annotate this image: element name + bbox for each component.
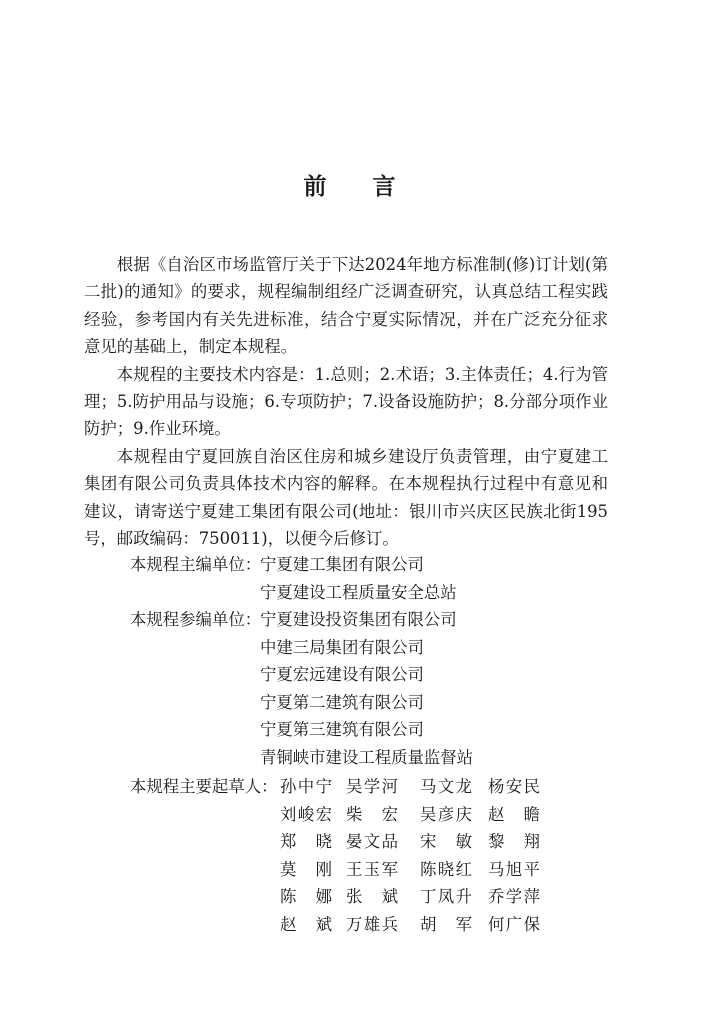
drafter-name: 陈晓红: [420, 859, 472, 879]
drafter-name: 刘峻宏: [280, 804, 332, 824]
drafter-name: 马旭平: [488, 859, 540, 879]
drafters-section: [84, 773, 548, 939]
label-spacer: [84, 689, 260, 717]
participating-units-label: 本规程参编单位：: [130, 610, 262, 629]
title-char-2: 言: [372, 173, 398, 200]
paragraph-management: 本规程由宁夏回族自治区住房和城乡建设厅负责管理，由宁夏建工集团有限公司负责具体技术内容的解释。在本规程执行过程中有意见和建议，请寄送宁夏建工集团有限公司(地址：银川市兴庆区民族北街195号，邮政编码：750011)，以便今后修订。: [84, 446, 608, 549]
participating-unit-row: [84, 689, 473, 717]
chief-unit-item: 宁夏建设工程质量安全总站: [260, 582, 457, 602]
participating-unit-item: 宁夏第三建筑有限公司: [260, 720, 424, 739]
drafter-name: 吴彦庆: [420, 804, 472, 824]
drafter-name: 黎 翔: [488, 832, 540, 852]
drafter-names: [280, 883, 548, 911]
participating-unit-item: 宁夏宏远建设有限公司: [260, 665, 424, 684]
chief-unit-row: [84, 551, 473, 579]
participating-unit-item: 青铜峡市建设工程质量监督站: [260, 747, 474, 767]
drafter-name: 赵 瞻: [488, 804, 540, 824]
drafter-name: 万雄兵: [346, 914, 398, 934]
page-title: [0, 168, 701, 201]
drafter-name: 陈 娜: [280, 887, 332, 907]
participating-unit-item: 宁夏建设投资集团有限公司: [260, 610, 457, 629]
drafter-names: [280, 828, 548, 856]
participating-unit-row: [84, 716, 473, 744]
drafter-name: 郑 晓: [280, 832, 332, 852]
drafter-name: 王玉军: [346, 859, 398, 879]
label-spacer: [84, 828, 280, 856]
drafter-name: 胡 军: [420, 914, 472, 934]
drafter-names: [280, 773, 548, 801]
participating-unit-row: [84, 606, 473, 634]
participating-unit-item: 中建三局集团有限公司: [260, 637, 424, 657]
chief-units-label: 本规程主编单位：: [130, 555, 262, 574]
drafter-row: [84, 801, 548, 829]
participating-unit-row: [84, 744, 473, 772]
label-spacer: [84, 883, 280, 911]
participating-unit-row: [84, 634, 473, 662]
drafter-name: 何广保: [488, 914, 540, 934]
chief-unit-item: 宁夏建工集团有限公司: [260, 555, 424, 574]
drafter-row: [84, 856, 548, 884]
label-spacer: [84, 661, 260, 689]
drafter-name: 杨安民: [488, 777, 540, 796]
label-spacer: [84, 744, 260, 772]
label-spacer: [84, 801, 280, 829]
drafter-name: 宋 敏: [420, 832, 472, 852]
chief-unit-row: [84, 579, 473, 607]
drafter-name: 马文龙: [420, 777, 472, 796]
drafter-row: [84, 828, 548, 856]
paragraph-basis: 根据《自治区市场监管厅关于下达2024年地方标准制(修)订计划(第二批)的通知》的要求，规程编制组经广泛调查研究，认真总结工程实践经验，参考国内有关先进标准，结合宁夏实际情况，并在广泛充分征求意见的基础上，制定本规程。: [84, 255, 608, 357]
participating-unit-row: [84, 661, 473, 689]
drafter-names: [280, 856, 548, 884]
drafter-names: [280, 911, 548, 939]
drafter-name: 孙中宁: [280, 777, 332, 796]
drafter-name: 张 斌: [346, 887, 398, 907]
drafter-name: 柴 宏: [346, 804, 398, 824]
drafter-row: [84, 883, 548, 911]
drafter-name: 晏文品: [346, 832, 398, 852]
drafters-label: 本规程主要起草人：: [130, 777, 278, 796]
label-spacer: [84, 579, 260, 607]
preface-body: [84, 251, 608, 552]
drafter-names: [280, 801, 548, 829]
label-spacer: [84, 716, 260, 744]
units-section: [84, 551, 473, 771]
label-spacer: [84, 634, 260, 662]
drafter-name: 丁凤升: [420, 887, 472, 907]
paragraph-contents: 本规程的主要技术内容是：1.总则；2.术语；3.主体责任；4.行为管理；5.防护用品与设施；6.专项防护；7.设备设施防护；8.分部分项作业防护；9.作业环境。: [84, 364, 608, 439]
drafter-row: [84, 911, 548, 939]
drafter-name: 吴学河: [346, 777, 398, 796]
drafter-name: 乔学萍: [488, 887, 540, 907]
participating-unit-item: 宁夏第二建筑有限公司: [260, 692, 424, 712]
title-char-1: 前: [303, 173, 329, 200]
label-spacer: [84, 856, 280, 884]
label-spacer: [84, 911, 280, 939]
drafter-name: 赵 斌: [280, 914, 332, 934]
drafter-name: 莫 刚: [280, 859, 332, 879]
drafter-row: [84, 773, 548, 801]
